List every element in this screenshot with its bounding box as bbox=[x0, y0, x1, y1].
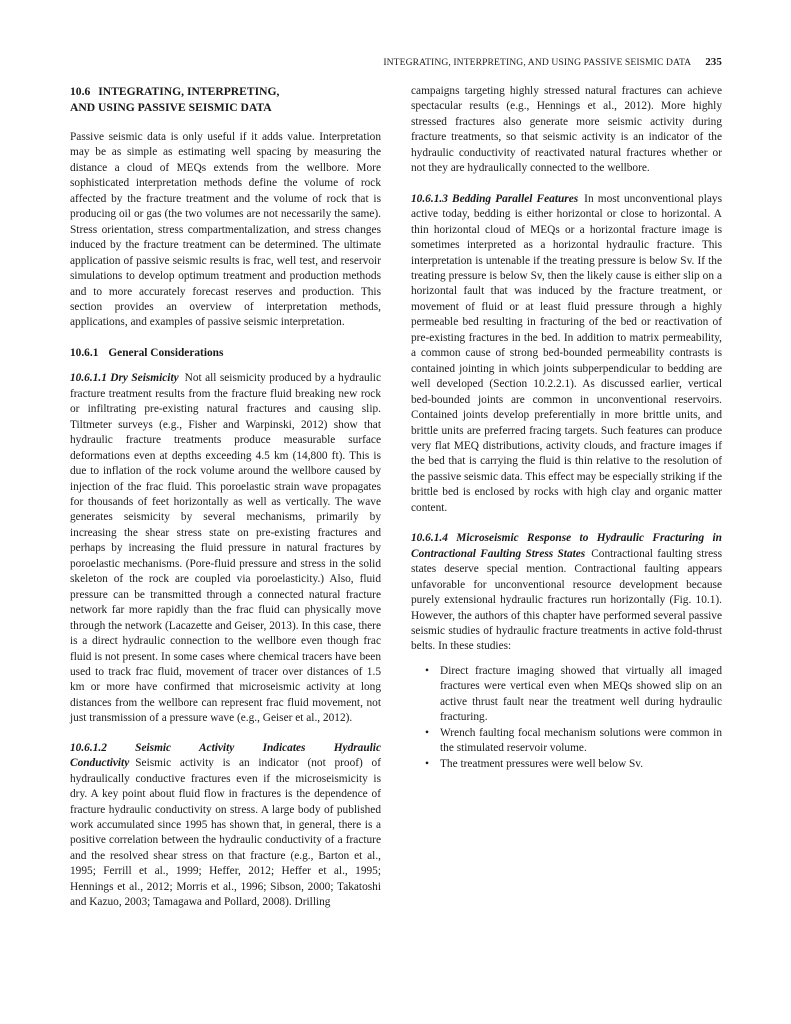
paragraph-text: Contractional faulting stress states deserve special mention. Contractional faulting appears unfavorable for unconventional resource development because purely extensional hydraulic fractures run horizontally (Fig. 10.1). However, the authors of this chapter have performed several passive seismic studies of hydraulic fracture treatments in active fold-thrust belts. In these studies: bbox=[411, 547, 723, 653]
section-title-line1: INTEGRATING, INTERPRETING, bbox=[98, 85, 280, 98]
paragraph-dry-seismicity bbox=[70, 371, 381, 726]
subsection-number: 10.6.1 bbox=[70, 346, 99, 359]
paragraph-microseismic-response bbox=[411, 531, 722, 655]
paragraph-bedding-parallel bbox=[411, 192, 722, 517]
paragraph-heading: 10.6.1.4 Microseismic Response to Hydraulic Fracturing in Contractional Faulting Stress States bbox=[411, 532, 722, 560]
paragraph-heading: 10.6.1.3 Bedding Parallel Features bbox=[411, 192, 579, 205]
paragraph-heading: 10.6.1.1 Dry Seismicity bbox=[70, 372, 179, 385]
running-head bbox=[70, 56, 722, 68]
running-title: INTEGRATING, INTERPRETING, AND USING PASSIVE SEISMIC DATA bbox=[383, 57, 692, 68]
paragraph-text: Seismic activity is an indicator (not proof) of hydraulically conductive fractures even if the microseismicity is dry. A key point about fluid flow in fractures is the dependence of fracture hydraulic conductivity on stress. A large body of published work accumulated since 1995 has shown that, in general, there is a positive correlation between the hydraulic conductivity of a fracture and the resolved shear stress on that fracture (e.g., Barton et al., 1995; Ferrill et al., 1999; Heffer, 2012; Heffer et al., 1995; Hennings et al., 2012; Morris et al., 1996; Sibson, 2000; Takatoshi and Kazuo, 2003; Tamagawa and Pollard, 2008). Drilling bbox=[70, 757, 381, 909]
paragraph-text: Not all seismicity produced by a hydraulic fracture treatment results from the fracture fluid breaking new rock or infiltrating pre-existing natural fractures and causing slip. Tiltmeter surveys (e.g., Fisher and Warpinski, 2012) show that hydraulic fracture treatments produce measurable surface deformations even at depths exceeding 4.5 km (14,800 ft). This is due to inflation of the rock volume around the wellbore caused by injection of the frac fluid. This poroelastic strain wave propagates for thousands of feet horizontally as well as vertically. The wave generates seismicity by several mechanisms, primarily by increasing the shear stress state on pre-existing fractures and perhaps by increasing the fluid pressure in natural fractures by poroelastic mechanisms. (Pore-fluid pressure and stress in the solid skeleton of the rock are coupled via poroelasticity.) Also, fluid pressure can be transmitted through a connected natural fracture network far more rapidly than the frac fluid can physically move through the network (Lacazette and Geiser, 2013). In this case, there is a direct hydraulic connection to the wellbore even though frac fluid is not present. In some cases where chemical tracers have been used to track frac fluid, movement of tracer over distances of 1.5 km or more have confirmed that microseismic activity at long distances from the wellbore can represent frac fluid movement, not just transmission of a pressure wave (e.g., Geiser et al., 2012). bbox=[70, 372, 381, 725]
subsection-title: General Considerations bbox=[108, 346, 224, 359]
bullet-item: • Direct fracture imaging showed that virtually all imaged fractures were vertical even when MEQs showed slip on an active thrust fault near the treatment well during hydraulic fracturing. bbox=[411, 664, 722, 726]
bullet-list bbox=[411, 664, 722, 772]
paragraph-seismic-activity bbox=[70, 741, 381, 911]
subsection-heading bbox=[70, 346, 381, 361]
left-column bbox=[70, 84, 381, 911]
bullet-item: • Wrench faulting focal mechanism solutions were common in the stimulated reservoir volume. bbox=[411, 726, 722, 757]
paragraph-seismic-activity-continued: campaigns targeting highly stressed natural fractures can achieve spectacular results (e.g., Hennings et al., 2012). More highly stressed fractures also generate more seismic activity during fracture treatments, so that seismic activity is an indicator of the hydraulic conductivity of reactivated natural fractures whether or not they are hydraulically connected to the wellbore. bbox=[411, 85, 722, 175]
paragraph-text: In most unconventional plays active today, bedding is either horizontal or close to horizontal. A thin horizontal cloud of MEQs or a horizontal fracture image is sometimes interpreted as a horizontal hydraulic fracture. This interpretation is untenable if the treating pressure is below Sv. If the treating pressure is below Sv, then the likely cause is either slip on a horizontal fault that was induced by the fracture treatment, or movement of fluid or at least fluid pressure through a highly permeable bed resulting in fracturing of the bed or reactivation of pre-existing fractures in the bed. In addition to matrix permeability, a common cause of strong bed-bounded permeability contrasts is contained jointing in which joints subperpendicular to bedding are well developed (Section 10.2.2.1). As discussed earlier, vertical bed-bounded joints are common in unconventional reservoirs. Contained joints develop preferentially in more brittle units, and brittle units are preferred fracing targets. Such features can produce very flat MEQ distributions, activity clouds, and fracture images if the bed that is carrying the fluid is thin relative to the resolution of the passive seismic data. This effect may be especially striking if the brittle bed is enclosed by rocks with high clay and organic matter content. bbox=[411, 192, 722, 514]
section-intro: Passive seismic data is only useful if it adds value. Interpretation may be as simple as estimating well spacing by measuring the distance a cloud of MEQs extends from the wellbore. More sophisticated interpretation methods define the volume of rock affected by the fracture treatment and the volume of rock that is producing oil or gas (the two volumes are not necessarily the same). Stress orientation, stress compartmentalization, and stress changes induced by the fracture treatment can be determined. The ultimate application of passive seismic results is frac, well test, and reservoir simulations to develop optimum treatment and production methods and to more accurately forecast reserves and production. This section provides an overview of interpretation methods, applications, and examples of passive seismic interpretation. bbox=[70, 131, 381, 329]
bullet-item: • The treatment pressures were well below Sv. bbox=[411, 757, 722, 772]
section-title-line2: AND USING PASSIVE SEISMIC DATA bbox=[70, 100, 272, 114]
section-number: 10.6 bbox=[70, 85, 91, 98]
page-number: 235 bbox=[705, 56, 722, 68]
paragraph-heading: 10.6.1.2 Seismic Activity Indicates Hydraulic Conductivity bbox=[70, 741, 381, 770]
right-column bbox=[411, 84, 722, 772]
section-heading bbox=[70, 84, 381, 115]
